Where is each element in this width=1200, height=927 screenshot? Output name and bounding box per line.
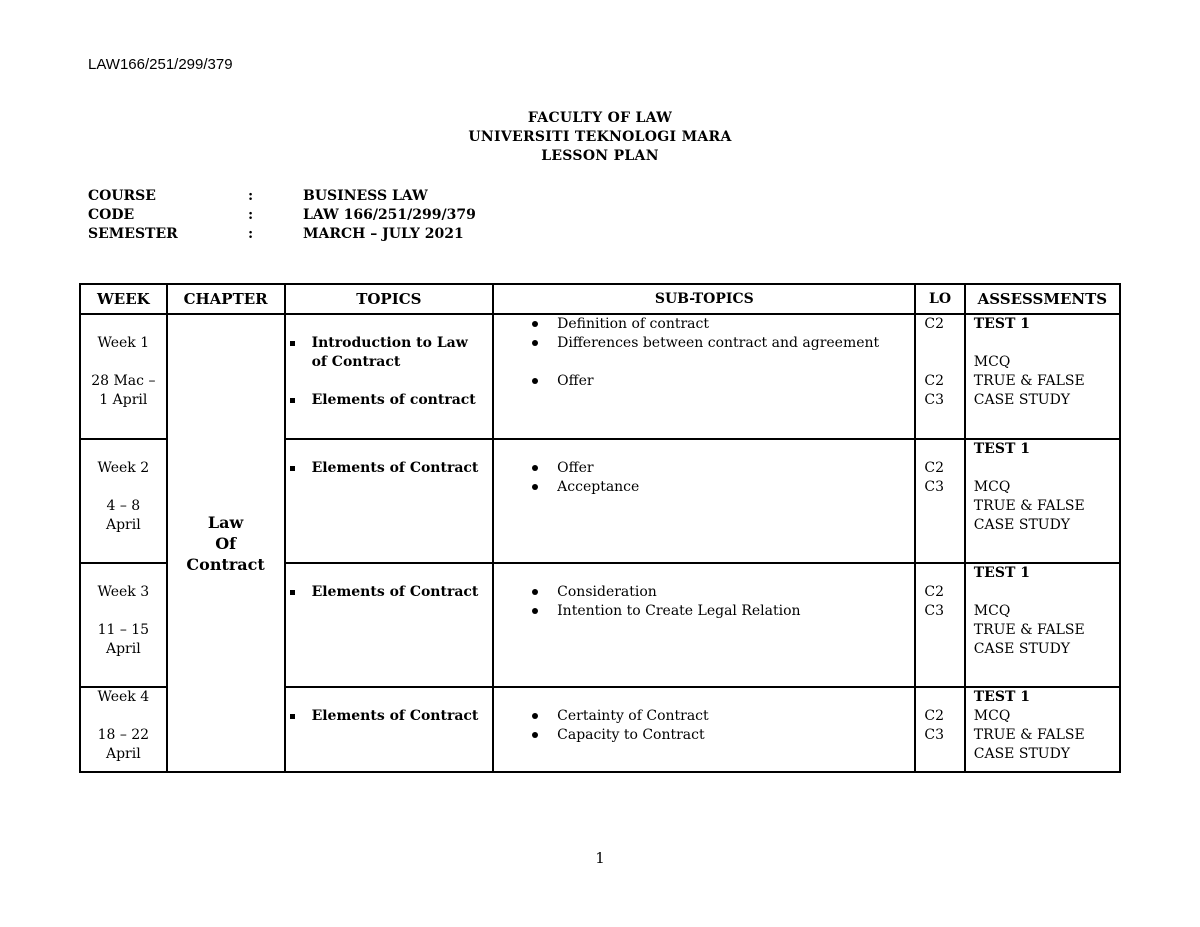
week-cell (80, 563, 167, 687)
lo-cell (915, 687, 964, 772)
assessment-item: CASE STUDY (973, 517, 1071, 533)
week-dates: 28 Mac – (91, 373, 156, 389)
list-item: Acceptance (494, 478, 914, 497)
week-label: Week 2 (97, 460, 150, 476)
subtopic-list (494, 372, 914, 391)
chapter-cell (167, 314, 285, 772)
faculty-title: FACULTY OF LAW (527, 110, 673, 126)
header-week: WEEK (80, 284, 167, 314)
meta-colon: : (248, 226, 254, 242)
lo-value: C3 (924, 727, 945, 743)
lo-cell (915, 439, 964, 563)
subtopics-cell (493, 314, 915, 439)
subtopics-cell (493, 563, 915, 687)
week-dates: 18 – 22 (97, 727, 150, 743)
assessment-title: TEST 1 (973, 565, 1030, 581)
week-dates: 1 April (99, 392, 148, 408)
assessment-title: TEST 1 (973, 441, 1030, 457)
header-lo: LO (915, 284, 964, 314)
list-item: Capacity to Contract (494, 726, 914, 745)
subtopic-list (494, 583, 914, 621)
lo-value: C2 (924, 584, 945, 600)
list-item: Elements of contract (286, 391, 487, 410)
week-dates: April (105, 641, 141, 657)
assessment-item: TRUE & FALSE (973, 727, 1085, 743)
subtopics-cell (493, 439, 915, 563)
week-dates: 11 – 15 (97, 622, 150, 638)
topics-cell (285, 687, 494, 772)
list-item: Definition of contract (494, 315, 914, 334)
list-item: Elements of Contract (286, 583, 487, 602)
table-row (80, 314, 1120, 439)
week-cell (80, 687, 167, 772)
list-item: Consideration (494, 583, 914, 602)
lo-cell (915, 314, 964, 439)
topic-list (286, 459, 493, 478)
lo-value: C2 (924, 316, 945, 332)
week-cell (80, 314, 167, 439)
assessments-cell (965, 439, 1120, 563)
table-header-row (80, 284, 1120, 314)
topic-list (286, 583, 493, 602)
week-label: Week 3 (97, 584, 150, 600)
topic-list (286, 707, 493, 726)
subtopic-list (494, 707, 914, 745)
week-dates: April (105, 517, 141, 533)
meta-label: COURSE (88, 188, 156, 204)
course-meta (88, 187, 476, 244)
assessment-item: MCQ (973, 354, 1011, 370)
meta-value: LAW 166/251/299/379 (303, 207, 476, 223)
header-chapter: CHAPTER (167, 284, 285, 314)
lo-cell (915, 563, 964, 687)
assessment-item: TRUE & FALSE (973, 622, 1085, 638)
assessment-item: MCQ (973, 479, 1011, 495)
meta-colon: : (248, 207, 254, 223)
week-label: Week 1 (97, 335, 150, 351)
chapter-name: Contract (186, 554, 265, 574)
week-dates: 4 – 8 (106, 498, 141, 514)
assessment-item: CASE STUDY (973, 392, 1071, 408)
assessment-title: TEST 1 (973, 689, 1030, 705)
topics-cell (285, 314, 494, 439)
assessment-item: MCQ (973, 708, 1011, 724)
assessment-item: MCQ (973, 603, 1011, 619)
header-topics: TOPICS (285, 284, 494, 314)
assessments-cell (965, 563, 1120, 687)
meta-course (88, 187, 476, 206)
lo-value: C2 (924, 708, 945, 724)
assessment-item: CASE STUDY (973, 746, 1071, 762)
assessment-item: CASE STUDY (973, 641, 1071, 657)
meta-label: CODE (88, 207, 135, 223)
chapter-name: Law (207, 512, 244, 532)
list-item: Introduction to Law of Contract (286, 334, 487, 372)
title-block (0, 109, 1200, 166)
assessment-item: TRUE & FALSE (973, 373, 1085, 389)
subtopics-cell (493, 687, 915, 772)
lo-value: C3 (924, 603, 945, 619)
meta-colon: : (248, 188, 254, 204)
chapter-name: Of (215, 533, 237, 553)
meta-code (88, 206, 476, 225)
lesson-plan-table (79, 283, 1121, 773)
topics-cell (285, 439, 494, 563)
list-item: Elements of Contract (286, 459, 487, 478)
lo-value: C2 (924, 460, 945, 476)
assessment-item: TRUE & FALSE (973, 498, 1085, 514)
assessments-cell (965, 687, 1120, 772)
week-label: Week 4 (97, 689, 150, 705)
list-item: Intention to Create Legal Relation (494, 602, 914, 621)
week-cell (80, 439, 167, 563)
topics-cell (285, 563, 494, 687)
topic-list (286, 391, 493, 410)
header-course-code: LAW166/251/299/379 (88, 56, 233, 73)
page-number: 1 (595, 849, 605, 867)
meta-value: MARCH – JULY 2021 (303, 226, 464, 242)
lo-value: C3 (924, 479, 945, 495)
assessments-cell (965, 314, 1120, 439)
topic-list (286, 334, 493, 372)
list-item: Offer (494, 459, 914, 478)
subtopic-list (494, 315, 914, 353)
list-item: Certainty of Contract (494, 707, 914, 726)
lesson-plan-title: LESSON PLAN (541, 148, 659, 164)
header-assessments: ASSESSMENTS (965, 284, 1120, 314)
university-title: UNIVERSITI TEKNOLOGI MARA (468, 129, 732, 145)
header-subtopics: SUB-TOPICS (493, 284, 915, 314)
meta-label: SEMESTER (88, 226, 178, 242)
list-item: Differences between contract and agreement (494, 334, 914, 353)
subtopic-list (494, 459, 914, 497)
lo-value: C2 (924, 373, 945, 389)
list-item: Offer (494, 372, 914, 391)
meta-value: BUSINESS LAW (303, 188, 428, 204)
assessment-title: TEST 1 (973, 316, 1030, 332)
lo-value: C3 (924, 392, 945, 408)
meta-semester (88, 225, 476, 244)
list-item: Elements of Contract (286, 707, 487, 726)
week-dates: April (105, 746, 141, 762)
